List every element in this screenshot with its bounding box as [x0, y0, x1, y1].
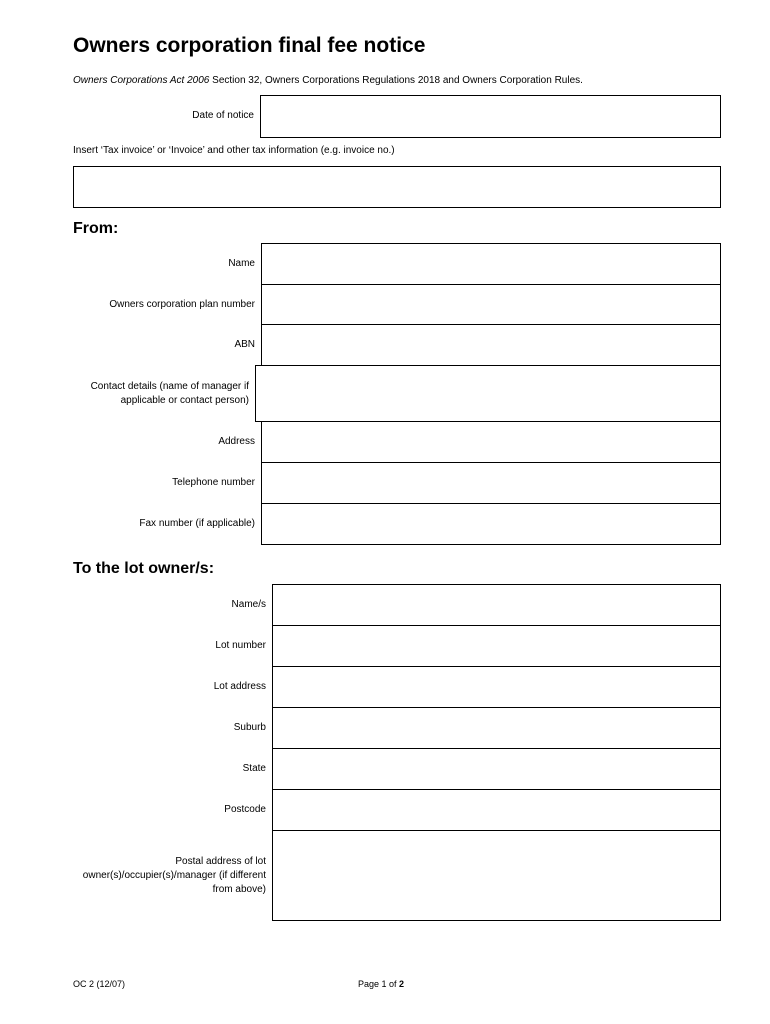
to-suburb-row — [73, 707, 721, 749]
from-fields — [73, 243, 721, 545]
from-telephone-label: Telephone number — [172, 477, 255, 488]
from-abn-row — [73, 324, 721, 366]
to-lot-number-field[interactable] — [272, 625, 721, 667]
to-heading: To the lot owner/s: — [73, 560, 215, 577]
to-postcode-field[interactable] — [272, 789, 721, 831]
legislation-rest: Section 32, Owners Corporations Regulations 2018 and Owners Corporation Rules. — [209, 75, 583, 86]
from-contact-field[interactable] — [255, 365, 721, 422]
legislation-reference — [73, 75, 583, 86]
to-suburb-field[interactable] — [272, 707, 721, 749]
page-number — [358, 979, 404, 989]
date-of-notice-label: Date of notice — [192, 110, 254, 121]
to-fields — [73, 584, 721, 921]
from-contact-row — [73, 365, 721, 422]
act-name: Owners Corporations Act 2006 — [73, 75, 210, 86]
from-telephone-row — [73, 462, 721, 504]
form-code: OC 2 (12/07) — [73, 979, 126, 989]
tax-info-field[interactable] — [73, 166, 721, 208]
to-postal-address-label: Postal address of lot owner(s)/occupier(s)/manager (if different from above) — [82, 855, 266, 895]
to-state-row — [73, 748, 721, 790]
to-names-row — [73, 584, 721, 626]
from-address-label: Address — [218, 436, 255, 447]
from-contact-label: Contact details (name of manager if applicable or contact person) — [90, 380, 249, 406]
to-postal-address-field[interactable] — [272, 830, 721, 921]
from-telephone-field[interactable] — [261, 462, 721, 504]
to-lot-number-row — [73, 625, 721, 667]
to-lot-address-field[interactable] — [272, 666, 721, 708]
from-name-row — [73, 243, 721, 285]
to-postal-address-row — [73, 830, 721, 921]
to-lot-address-row — [73, 666, 721, 708]
from-name-field[interactable] — [261, 243, 721, 285]
page-total: 2 — [399, 979, 405, 989]
to-state-label: State — [242, 763, 266, 774]
to-names-field[interactable] — [272, 584, 721, 626]
from-address-row — [73, 421, 721, 463]
to-postcode-row — [73, 789, 721, 831]
date-of-notice-field[interactable] — [260, 95, 721, 138]
to-state-field[interactable] — [272, 748, 721, 790]
to-lot-address-label: Lot address — [213, 681, 266, 692]
from-heading: From: — [73, 220, 119, 237]
from-abn-label: ABN — [234, 339, 255, 350]
from-plan-number-row — [73, 284, 721, 325]
from-fax-label: Fax number (if applicable) — [139, 518, 255, 529]
from-abn-field[interactable] — [261, 324, 721, 366]
page-prefix: Page 1 of — [358, 979, 400, 989]
page-title: Owners corporation final fee notice — [73, 34, 426, 57]
from-fax-field[interactable] — [261, 503, 721, 545]
from-plan-number-field[interactable] — [261, 284, 721, 325]
from-plan-number-label: Owners corporation plan number — [109, 298, 255, 310]
from-name-label: Name — [228, 258, 255, 269]
from-fax-row — [73, 503, 721, 545]
to-lot-number-label: Lot number — [215, 640, 266, 651]
to-suburb-label: Suburb — [233, 722, 266, 733]
to-postcode-label: Postcode — [224, 804, 266, 815]
to-names-label: Name/s — [231, 599, 266, 610]
from-address-field[interactable] — [261, 421, 721, 463]
tax-info-label: Insert ‘Tax invoice’ or ‘Invoice’ and other tax information (e.g. invoice no.) — [73, 145, 395, 156]
